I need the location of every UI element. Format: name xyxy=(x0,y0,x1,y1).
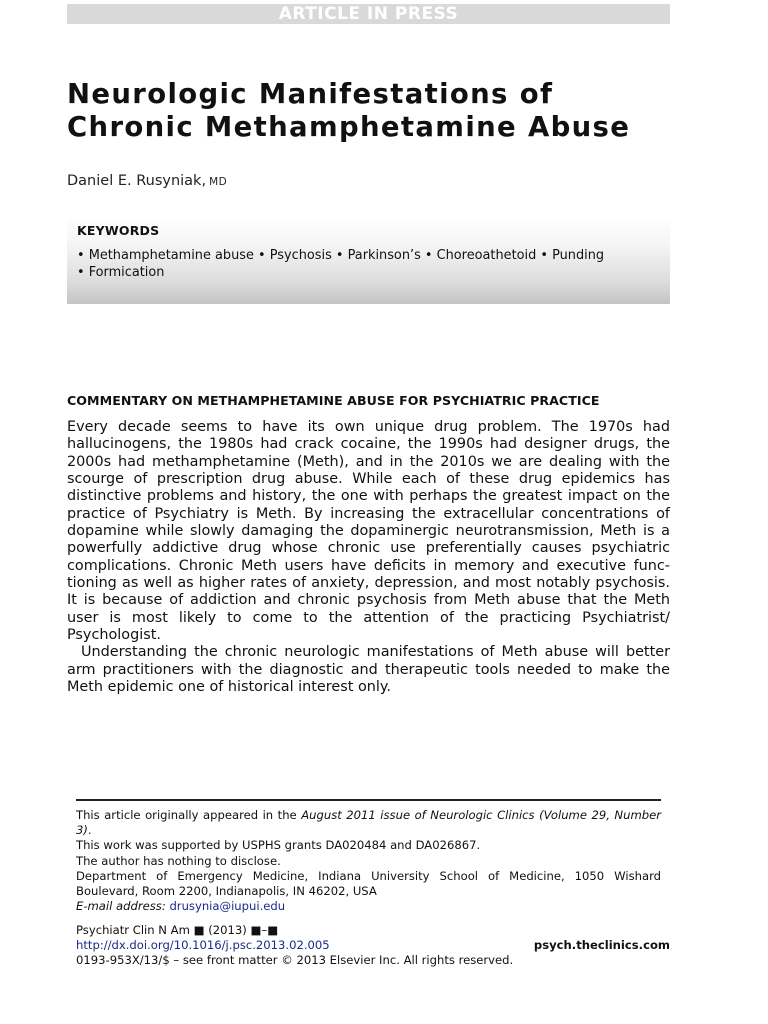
keyword-item: • Parkinson’s xyxy=(335,248,421,263)
journal-citation: Psychiatr Clin N Am ■ (2013) ■–■ xyxy=(76,923,279,937)
footnote-origin: This article originally appeared in the August 2011 issue of Neurologic Clinics (Volume 29, Number 3). xyxy=(76,808,661,838)
keyword-item: • Methamphetamine abuse xyxy=(77,248,254,263)
footnotes xyxy=(76,808,661,914)
title-line-2: Chronic Methamphetamine Abuse xyxy=(67,111,631,143)
body-text xyxy=(67,419,670,697)
body-paragraph: Understanding the chronic neurologic manifestations of Meth abuse will better arm practitioners with the diagnostic and therapeutic tools needed to make the Meth epidemic one of historical interest only. xyxy=(67,644,670,696)
keywords-heading: KEYWORDS xyxy=(77,223,160,238)
author-name: Daniel E. Rusyniak, xyxy=(67,173,207,189)
title-line-1: Neurologic Manifestations of xyxy=(67,78,554,110)
article-in-press-banner: ARTICLE IN PRESS xyxy=(67,4,670,24)
email-label: E-mail address: xyxy=(76,899,166,914)
keyword-item: • Formication xyxy=(77,265,165,280)
keywords-list xyxy=(77,247,657,281)
article-title xyxy=(67,78,707,144)
section-heading: COMMENTARY ON METHAMPHETAMINE ABUSE FOR PSYCHIATRIC PRACTICE xyxy=(67,393,600,408)
author-line xyxy=(67,173,227,189)
footnote-divider xyxy=(76,799,661,801)
journal-info xyxy=(76,923,670,969)
email-link[interactable]: drusynia@iupui.edu xyxy=(169,899,286,914)
author-degree: MD xyxy=(209,176,228,188)
keyword-item: • Psychosis xyxy=(258,248,332,263)
footnote-disclosure: The author has nothing to disclose. xyxy=(76,853,281,868)
keywords-box xyxy=(67,216,670,304)
journal-doi-row xyxy=(76,938,670,953)
journal-site[interactable]: psych.theclinics.com xyxy=(533,938,670,953)
footnote-affiliation: Department of Emergency Medicine, Indiana University School of Medicine, 1050 Wishard Boulevard, Room 2200, Indianapolis, IN 46202, USA xyxy=(76,868,661,899)
body-paragraph: Every decade seems to have its own unique drug problem. The 1970s had hallucinogens, the 1980s had crack cocaine, the 1990s had designer drugs, the 2000s had methamphetamine (Meth), and in the 2010s we are dealing with the scourge of prescription drug abuse. While each of these drug epidemics has distinctive problems and history, the one with perhaps the greatest impact on the practice of Psychiatry is Meth. By increasing the extracellular concentrations of dopamine while slowly damaging the dopaminergic neurotransmission, Meth is a powerfully addictive drug whose chronic use preferentially causes psychiatric complications. Chronic Meth users have deficits in memory and executive functioning as well as higher rates of anxiety, depression, and most notably psychosis. It is because of addiction and chronic psychosis from Meth abuse that the Meth user is most likely to come to the attention of the practicing Psychiatrist/ Psychologist. xyxy=(67,419,670,644)
keyword-item: • Choreoathetoid xyxy=(424,248,537,263)
footnote-support: This work was supported by USPHS grants DA020484 and DA026867. xyxy=(76,838,481,853)
doi-link[interactable]: http://dx.doi.org/10.1016/j.psc.2013.02.005 xyxy=(76,938,330,953)
journal-rights: 0193-953X/13/$ – see front matter © 2013 Elsevier Inc. All rights reserved. xyxy=(76,953,514,968)
keyword-item: • Punding xyxy=(540,248,605,263)
footnote-email xyxy=(76,899,661,914)
